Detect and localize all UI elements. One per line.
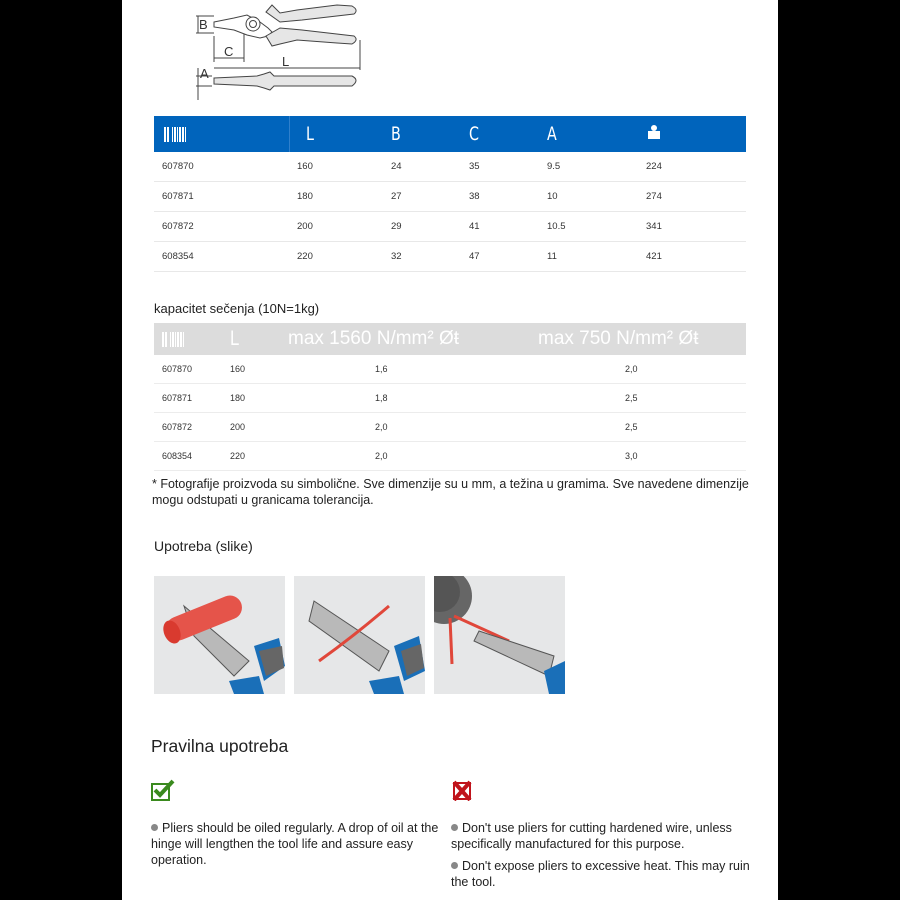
cell-a: 11 [547,251,557,262]
header-code [154,127,289,142]
cell-max-1560: 2,0 [375,451,388,461]
table-row [154,242,746,272]
cell-max-750: 2,5 [625,393,638,403]
usage-title: Upotreba (slike) [154,538,253,554]
proper-use-title: Pravilna upotreba [151,736,289,756]
cell-l: 160 [230,364,246,374]
table-row [154,152,746,182]
product-page [122,0,778,900]
cell-code: 607872 [162,221,194,232]
cutting-capacity-table [154,323,746,471]
header-l: L [230,327,240,350]
bullet-icon [451,862,458,869]
cell-code: 607871 [162,191,194,202]
cell-max-750: 2,0 [625,364,638,374]
cell-l: 160 [297,161,313,172]
disclaimer-note: * Fotografije proizvoda su simbolične. Sve dimenzije su u mm, a težina u gramima. Sve navedene dimenzije mogu odstupati u granicama tolerancija. [152,477,749,507]
cell-l: 180 [230,393,246,403]
cutting-capacity-title: kapacitet sečenja (10N=1kg) [154,301,320,316]
cell-max-1560: 2,0 [375,422,388,432]
header-weight [638,124,746,145]
header-a: A [547,123,557,145]
do-list [151,820,441,874]
bullet-icon [451,824,458,831]
cell-l: 200 [230,422,246,432]
stripping-wire-illustration [434,576,565,694]
cell-b: 27 [391,191,402,202]
cell-code: 607870 [162,161,194,172]
cell-b: 32 [391,251,402,262]
table-row [154,355,746,384]
cell-weight: 341 [646,221,662,232]
cell-code: 607872 [162,422,193,432]
dont-item-text: Don't use pliers for cutting hardened wire, unless specifically manufactured for this purpose. [451,821,732,851]
usage-images [154,576,565,694]
cell-weight: 224 [646,161,662,172]
header-b: B [391,123,401,145]
cell-l: 220 [297,251,313,262]
dimension-label-a: A [200,66,209,81]
dont-item-text: Don't expose pliers to excessive heat. This may ruin the tool. [451,859,750,889]
cell-l: 180 [297,191,313,202]
dimension-label-b: B [199,17,208,32]
cell-c: 41 [469,221,480,232]
cell-l: 200 [297,221,313,232]
table-row [154,442,746,471]
dont-item [451,858,751,890]
cell-code: 608354 [162,451,193,461]
cell-a: 10 [547,191,558,202]
dont-item [451,820,751,852]
cell-max-750: 3,0 [625,451,638,461]
weight-icon [646,124,662,140]
cell-c: 47 [469,251,480,262]
cell-code: 607870 [162,364,193,374]
dont-list [451,820,751,896]
cell-code: 607871 [162,393,193,403]
dimensions-table [154,116,746,272]
do-item [151,820,441,868]
cell-max-1560: 1,8 [375,393,388,403]
cross-icon [452,779,472,806]
do-item-text: Pliers should be oiled regularly. A drop of oil at the hinge will lengthen the tool life and assure easy operation. [151,821,439,867]
check-icon [151,779,175,806]
header-l: L [306,123,314,145]
cell-c: 38 [469,191,480,202]
cell-a: 10.5 [547,221,566,232]
cell-weight: 421 [646,251,662,262]
table-row [154,384,746,413]
header-max-750: max 750 N/mm² Øŧ [538,328,699,349]
cell-a: 9.5 [547,161,561,172]
header-max-1560: max 1560 N/mm² Øŧ [288,328,460,349]
table-row [154,212,746,242]
pliers-dimension-diagram [172,0,397,105]
cell-max-750: 2,5 [625,422,638,432]
barcode-icon [164,127,186,142]
table-row [154,413,746,442]
cell-weight: 274 [646,191,662,202]
cutting-cable-illustration [154,576,285,694]
bullet-icon [151,824,158,831]
cell-b: 29 [391,221,402,232]
cell-max-1560: 1,6 [375,364,388,374]
header-code [154,332,222,347]
cell-b: 24 [391,161,402,172]
dimension-label-l: L [282,54,290,69]
header-c: C [469,123,479,145]
cutting-wire-illustration [294,576,425,694]
cell-code: 608354 [162,251,194,262]
cell-c: 35 [469,161,480,172]
table-row [154,182,746,212]
cutting-table-header [154,323,746,355]
barcode-icon [162,332,184,347]
cell-l: 220 [230,451,246,461]
dimensions-table-header [154,116,746,152]
dimension-label-c: C [224,44,234,59]
